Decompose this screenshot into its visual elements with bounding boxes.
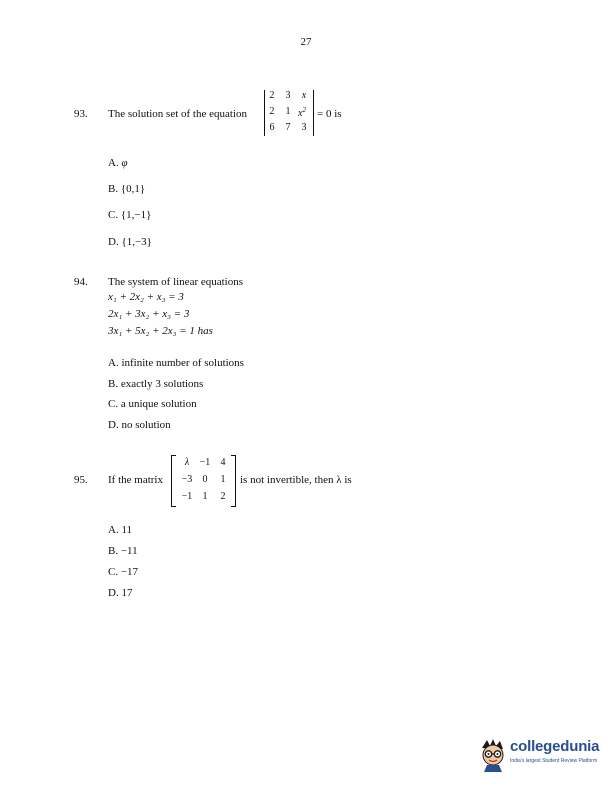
q94-equation-3: 3x₁ + 5x₂ + 2x₃ = 1 has — [108, 325, 213, 337]
q95-cell: −3 — [181, 474, 193, 485]
q95-cell: 2 — [220, 491, 226, 502]
logo-brand-text: collegedunia — [510, 738, 600, 755]
q95-cell: 4 — [220, 457, 226, 468]
q93-cell: 2 — [269, 106, 275, 117]
q94-option-a[interactable]: A. infinite number of solutions — [108, 357, 244, 369]
question-93-number: 93. — [74, 108, 88, 120]
q95-cell: λ — [184, 457, 190, 468]
q95-right-bracket — [231, 455, 236, 507]
q93-cell: 3 — [285, 90, 291, 101]
question-95-number: 95. — [74, 474, 88, 486]
q95-option-c[interactable]: C. −17 — [108, 566, 139, 578]
q95-cell: 1 — [202, 491, 208, 502]
q94-option-d[interactable]: D. no solution — [108, 419, 171, 431]
q93-option-a[interactable]: A. φ — [108, 157, 128, 169]
q93-cell: 6 — [269, 122, 275, 133]
q93-determinant — [264, 90, 314, 136]
page-number: 27 — [300, 36, 312, 48]
q93-exponent: 2 — [302, 106, 306, 114]
q93-option-d[interactable]: D. {1,−3} — [108, 236, 152, 248]
q93-option-c[interactable]: C. {1,−1} — [108, 209, 152, 221]
q95-cell: 1 — [220, 474, 226, 485]
q94-equation-1: x₁ + 2x₂ + x₃ = 3 — [108, 291, 184, 303]
question-93-text: The solution set of the equation — [108, 108, 247, 120]
q94-option-b[interactable]: B. exactly 3 solutions — [108, 378, 204, 390]
q94-option-c[interactable]: C. a unique solution — [108, 398, 197, 410]
collegedunia-logo — [478, 736, 606, 780]
q95-matrix — [176, 457, 234, 505]
question-93-text-after: = 0 is — [317, 108, 342, 120]
q93-cell: $x^2$ — [298, 106, 306, 119]
q95-cell: −1 — [181, 491, 193, 502]
q94-equation-2: 2x₁ + 3x₂ + x₃ = 3 — [108, 308, 190, 320]
question-94-text: The system of linear equations — [108, 276, 244, 288]
question-95-text-after: is not invertible, then λ is — [240, 474, 352, 486]
q95-option-b[interactable]: B. −11 — [108, 545, 138, 557]
mascot-icon — [478, 738, 508, 774]
question-94-number: 94. — [74, 276, 88, 288]
q93-cell: 1 — [285, 106, 291, 117]
q95-cell: 0 — [202, 474, 208, 485]
q95-option-a[interactable]: A. 11 — [108, 524, 133, 536]
q93-cell: 3 — [301, 122, 307, 133]
q93-cell: 2 — [269, 90, 275, 101]
q93-cell: x — [301, 90, 307, 101]
q93-cell: 7 — [285, 122, 291, 133]
q95-option-d[interactable]: D. 17 — [108, 587, 133, 599]
question-95-text: If the matrix — [108, 474, 163, 486]
q95-cell: −1 — [199, 457, 211, 468]
logo-tagline: India's largest Student Review Platform — [510, 758, 598, 764]
q93-option-b[interactable]: B. {0,1} — [108, 183, 146, 195]
